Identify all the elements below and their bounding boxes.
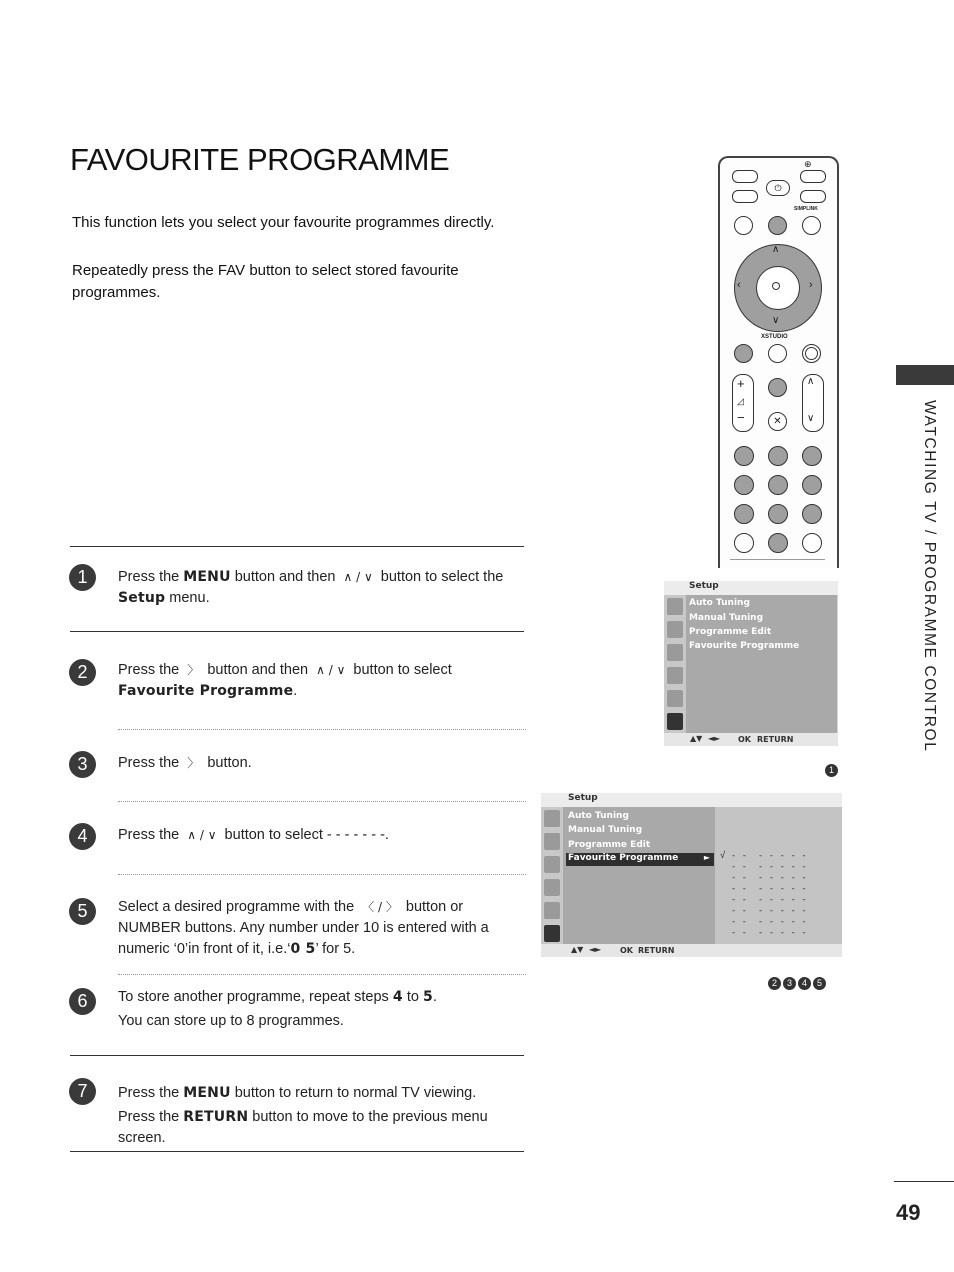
- remote-button: [802, 344, 821, 363]
- mute-icon: ✕: [768, 412, 787, 431]
- time-icon: [667, 667, 683, 684]
- power-icon: ⏻: [766, 180, 790, 196]
- number-button: [802, 504, 822, 524]
- setup-icon: [544, 810, 560, 827]
- favourite-list-panel: [715, 807, 842, 944]
- favourite-slot: - - - - - - -: [720, 884, 807, 894]
- remote-button: [768, 378, 787, 397]
- volume-down-icon: −: [737, 410, 745, 425]
- menu-item-auto-tuning: Auto Tuning: [568, 811, 629, 821]
- osd-header: Setup: [664, 581, 838, 595]
- setup-icon: [667, 598, 683, 615]
- favourite-slot: - - - - - - -: [720, 862, 807, 872]
- divider: [118, 729, 526, 730]
- time-icon: [544, 879, 560, 896]
- option-icon: [667, 690, 683, 707]
- osd-menu-list: [563, 807, 715, 944]
- page-title: FAVOURITE PROGRAMME: [70, 142, 450, 177]
- section-tab-marker: [896, 365, 954, 385]
- step-2-text: Press the 〉 button and then ∧ / ∨ button to select Favourite Programme.: [118, 662, 452, 699]
- xstudio-label: XSTUDIO: [761, 334, 788, 340]
- setup-menu-osd-1: [664, 581, 838, 746]
- menu-item-manual-tuning: Manual Tuning: [568, 825, 643, 835]
- simplink-label: SIMPLINK: [794, 206, 818, 212]
- lock-icon: [544, 925, 560, 942]
- down-arrow-icon: ∨: [772, 315, 780, 326]
- step-number: 7: [69, 1078, 96, 1105]
- step-4-text: Press the ∧ / ∨ button to select - - - - - - -.: [118, 827, 389, 843]
- osd-menu-list: [686, 595, 837, 733]
- osd-caption-2: 2 3 4 5: [766, 973, 826, 991]
- step-6-text: To store another programme, repeat steps 4 to 5. You can store up to 8 programmes.: [118, 989, 437, 1029]
- remote-button: [768, 344, 787, 363]
- picture-icon: [544, 833, 560, 850]
- osd-footer: ▲▼ ◄► OK RETURN: [541, 944, 842, 957]
- menu-item-programme-edit: Programme Edit: [568, 840, 651, 850]
- divider: [70, 631, 524, 632]
- number-button: [768, 446, 788, 466]
- osd-header: Setup: [541, 793, 842, 807]
- lock-icon: [667, 713, 683, 730]
- picture-icon: [667, 621, 683, 638]
- remote-button: [734, 533, 754, 553]
- remote-button: [734, 216, 753, 235]
- remote-button: [768, 216, 787, 235]
- menu-item-programme-edit: Programme Edit: [689, 627, 772, 637]
- ok-dot-icon: [772, 282, 780, 290]
- osd-caption-1: 1: [823, 760, 838, 778]
- step-5-text: Select a desired programme with the 〈 / 〉 button or NUMBER buttons. Any number under 10 is entered with a numeric ‘0’in front of it, i.e.‘0 5’ for 5.: [118, 899, 489, 957]
- favourite-slot: - - - - - - -: [720, 928, 807, 938]
- number-button: [768, 533, 788, 553]
- right-arrow-icon: ›: [809, 279, 813, 291]
- left-arrow-icon: ‹: [737, 279, 741, 291]
- step-3-text: Press the 〉 button.: [118, 755, 252, 771]
- osd-icon-column: [664, 595, 686, 733]
- audio-icon: [544, 856, 560, 873]
- osd-icon-column: [541, 807, 563, 944]
- setup-menu-osd-2: [541, 793, 842, 957]
- page-number: 49: [896, 1200, 921, 1225]
- divider: [70, 1151, 524, 1152]
- menu-item-auto-tuning: Auto Tuning: [689, 598, 750, 608]
- remote-edge: [730, 559, 825, 560]
- input-button: [800, 170, 826, 183]
- number-button: [734, 475, 754, 495]
- option-icon: [544, 902, 560, 919]
- intro-text: This function lets you select your favourite programmes directly.: [72, 214, 495, 231]
- menu-item-favourite-programme: Favourite Programme: [689, 641, 800, 651]
- osd-footer: ▲▼ ◄► OK RETURN: [664, 733, 838, 746]
- favourite-slot: - - - - - - -: [720, 917, 807, 927]
- up-arrow-icon: ∧: [772, 244, 780, 255]
- divider: [118, 974, 526, 975]
- number-button: [802, 475, 822, 495]
- fav-button: [802, 533, 822, 553]
- input-icon: ⊕: [804, 159, 812, 169]
- step-number: 6: [69, 988, 96, 1015]
- nav-arrows-icon: ▲▼ ◄►: [571, 945, 602, 954]
- divider: [118, 801, 526, 802]
- nav-arrows-icon: ▲▼ ◄►: [690, 734, 721, 743]
- favourite-slot: - - - - - - -: [720, 895, 807, 905]
- volume-up-icon: +: [737, 376, 745, 391]
- number-button: [768, 504, 788, 524]
- divider: [70, 1055, 524, 1056]
- step-number: 5: [69, 898, 96, 925]
- number-button: [734, 446, 754, 466]
- menu-item-manual-tuning: Manual Tuning: [689, 613, 764, 623]
- favourite-slot: - - - - - - -: [720, 873, 807, 883]
- remote-button: [800, 190, 826, 203]
- step-7-text: Press the MENU button to return to normal TV viewing. Press the RETURN button to move to the previous menu screen.: [118, 1085, 488, 1146]
- programme-up-icon: ∧: [807, 376, 815, 387]
- number-button: [734, 504, 754, 524]
- step-number: 1: [69, 564, 96, 591]
- section-title: WATCHING TV / PROGRAMME CONTROL: [921, 400, 938, 753]
- intro-instruction: Repeatedly press the FAV button to select stored favourite programmes.: [72, 262, 459, 301]
- footer-rule: [894, 1181, 954, 1182]
- divider: [118, 874, 526, 875]
- programme-down-icon: ∨: [807, 413, 815, 424]
- remote-button: [732, 170, 758, 183]
- menu-item-favourite-programme-selected: Favourite Programme ►: [566, 853, 714, 866]
- remote-button: [732, 190, 758, 203]
- number-button: [802, 446, 822, 466]
- favourite-slot: √ - - - - - - -: [720, 851, 807, 861]
- divider: [70, 546, 524, 547]
- step-number: 2: [69, 659, 96, 686]
- favourite-slot: - - - - - - -: [720, 906, 807, 916]
- volume-icon: ◿: [737, 396, 744, 406]
- step-number: 4: [69, 823, 96, 850]
- remote-button: [802, 216, 821, 235]
- step-1-text: Press the MENU button and then ∧ / ∨ button to select the Setup menu.: [118, 569, 504, 606]
- step-number: 3: [69, 751, 96, 778]
- submenu-arrow-icon: ►: [703, 853, 710, 862]
- number-button: [768, 475, 788, 495]
- return-icon: [734, 344, 753, 363]
- audio-icon: [667, 644, 683, 661]
- remote-control-illustration: [718, 156, 839, 568]
